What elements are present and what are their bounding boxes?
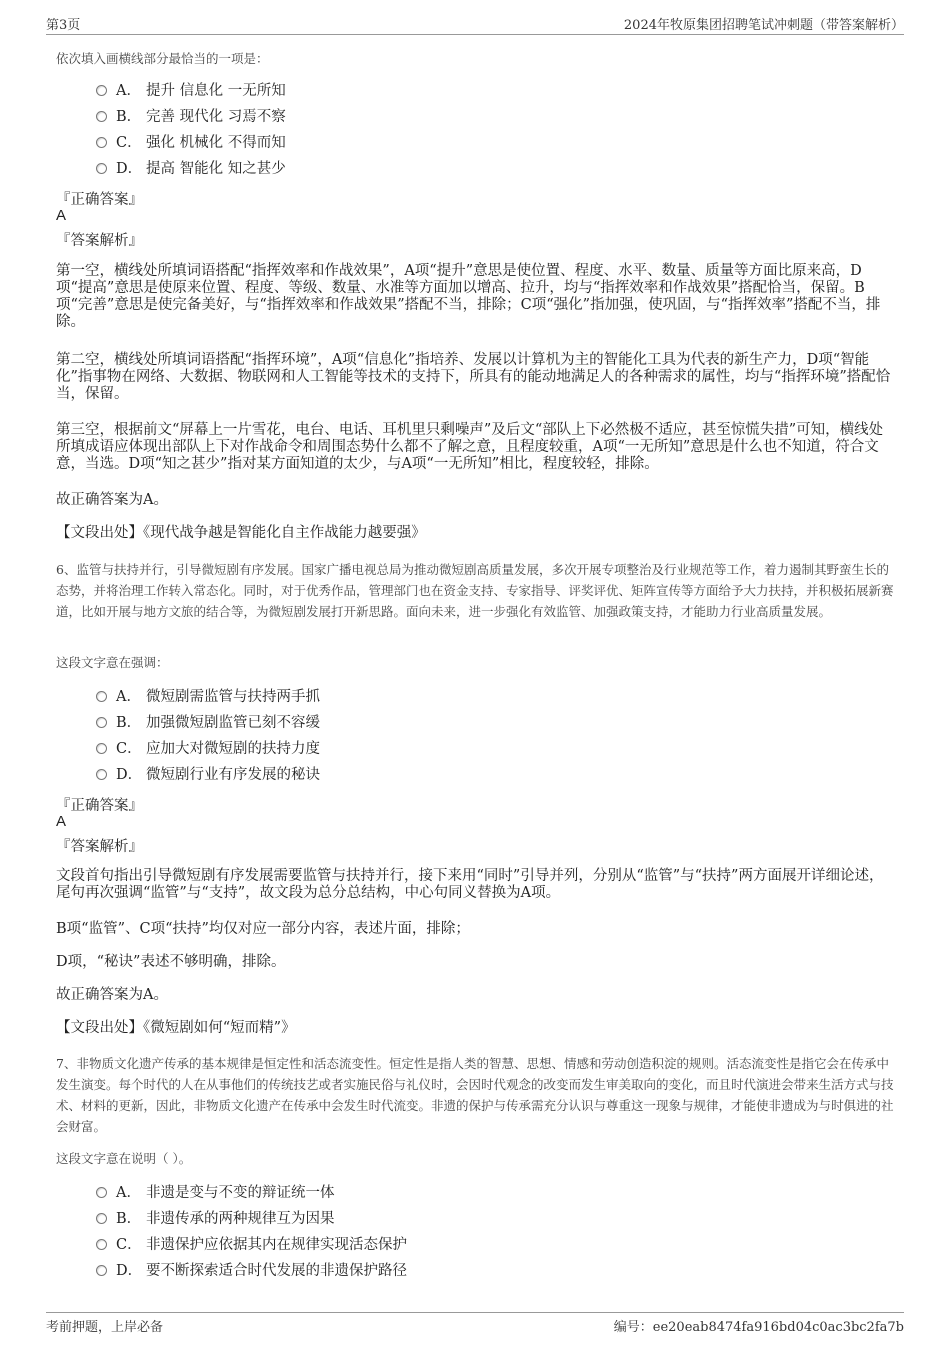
q6-option-d[interactable]: D． 微短剧行业有序发展的秘诀 — [96, 762, 320, 788]
q7-prompt: 这段文字意在说明（ ）。 — [56, 1151, 192, 1166]
q5-analysis-p2: 第二空，横线处所填词语搭配“指挥环境”，A项“信息化”指培养、发展以计算机为主的智能化工具为代表的新生产力，D项“智能化”指事物在网络、大数据、物联网和人工智能等技术的支持下，所具有的能动地满足人的各种需求的属性，均与“指挥环境”搭配恰当，保留。 — [56, 352, 891, 402]
q6-option-b[interactable]: B． 加强微短剧监管已刻不容缓 — [96, 710, 320, 736]
q6-option-a[interactable]: A． 微短剧需监管与扶持两手抓 — [96, 684, 320, 710]
radio-icon[interactable] — [96, 717, 107, 728]
radio-icon[interactable] — [96, 163, 107, 174]
q5-option-c[interactable]: C． 强化 机械化 不得而知 — [96, 130, 286, 156]
radio-icon[interactable] — [96, 691, 107, 702]
q7-passage: 7、非物质文化遗产传承的基本规律是恒定性和活态流变性。恒定性是指人类的智慧、思想、情感和劳动创造积淀的规则。活态流变性是指它会在传承中发生演变。每个时代的人在从事他们的传统技艺或者实施民俗与礼仪时，会因时代观念的改变而发生审美取向的变化，而且时代演进会带来生活方式与技术、材料的更新，因此，非物质文化遗产在传承中会发生时代流变。非遗的保护与传承需充分认识与尊重这一现象与规律，才能使非遗成为与时俱进的社会财富。 — [56, 1056, 894, 1134]
footer-slogan: 考前押题，上岸必备 — [46, 1320, 164, 1335]
radio-icon[interactable] — [96, 137, 107, 148]
q5-analysis-p3: 第三空，根据前文“屏幕上一片雪花，电台、电话、耳机里只剩噪声”及后文“部队上下必然极不适应，甚至惊慌失措”可知，横线处所填成语应体现出部队上下对作战命令和周围态势什么都不了解之意，且程度较重，A项“一无所知”意思是什么也不知道，符合文意，当选。D项“知之甚少”指对某方面知道的太少，与A项“一无所知”相比，程度较轻，排除。 — [56, 422, 884, 472]
q5-option-b[interactable]: B． 完善 现代化 习焉不察 — [96, 104, 286, 130]
q6-source: 【文段出处】《微短剧如何“短而精”》 — [56, 1020, 296, 1036]
q7-option-a[interactable]: A． 非遗是变与不变的辩证统一体 — [96, 1180, 407, 1206]
document-title: 2024年牧原集团招聘笔试冲刺题（带答案解析） — [623, 18, 904, 33]
radio-icon[interactable] — [96, 743, 107, 754]
q6-answer-label: 『正确答案』 — [56, 798, 143, 814]
radio-icon[interactable] — [96, 1239, 107, 1250]
radio-icon[interactable] — [96, 1213, 107, 1224]
radio-icon[interactable] — [96, 1187, 107, 1198]
q5-analysis-label: 『答案解析』 — [56, 233, 143, 249]
q5-source: 【文段出处】《现代战争越是智能化自主作战能力越要强》 — [56, 525, 426, 541]
q7-options — [96, 1180, 407, 1284]
q5-option-a[interactable]: A． 提升 信息化 一无所知 — [96, 78, 286, 104]
q7-option-b[interactable]: B． 非遗传承的两种规律互为因果 — [96, 1206, 407, 1232]
q5-option-d[interactable]: D． 提高 智能化 知之甚少 — [96, 156, 286, 182]
q6-options — [96, 684, 320, 788]
q7-option-d[interactable]: D． 要不断探索适合时代发展的非遗保护路径 — [96, 1258, 407, 1284]
document-code: 编号：ee20eab8474fa916bd04c0ac3bc2fa7b — [613, 1320, 904, 1335]
q5-analysis-p1: 第一空，横线处所填词语搭配“指挥效率和作战效果”，A项“提升”意思是使位置、程度、水平、数量、质量等方面比原来高，D项“提高”意思是使原来位置、程度、等级、数量、水准等方面加以增高、拉升，均与“指挥效率和作战效果”搭配恰当，保留。B项“完善”意思是使完备美好，与“指挥效率和作战效果”搭配不当，排除；C项“强化”指加强，使巩固，与“指挥效率”搭配不当，排除。 — [56, 263, 881, 330]
q5-conclusion: 故正确答案为A。 — [56, 492, 168, 508]
q6-analysis-p1: 文段首句指出引导微短剧有序发展需要监管与扶持并行，接下来用“同时”引导并列，分别从“监管”与“扶持”两方面展开详细论述，尾句再次强调“监管”与“支持”，故文段为总分总结构，中心句同义替换为A项。 — [56, 868, 884, 901]
page-header — [46, 12, 904, 35]
q5-prompt: 依次填入画横线部分最恰当的一项是： — [56, 51, 269, 66]
radio-icon[interactable] — [96, 85, 107, 96]
q7-option-c[interactable]: C． 非遗保护应依据其内在规律实现活态保护 — [96, 1232, 407, 1258]
q6-passage: 6、监管与扶持并行，引导微短剧有序发展。国家广播电视总局为推动微短剧高质量发展，多次开展专项整治及行业规范等工作，着力遏制其野蛮生长的态势，并将治理工作转入常态化。同时，对于优秀作品，管理部门也在资金支持、专家指导、评奖评优、矩阵宣传等方面给予大力扶持，并积极拓展新赛道，比如开展与地方文旅的结合等，为微短剧发展打开新思路。面向未来，进一步强化有效监管、加强政策支持，才能助力行业高质量发展。 — [56, 562, 894, 619]
q5-options — [96, 78, 286, 182]
radio-icon[interactable] — [96, 769, 107, 780]
q5-answer-label: 『正确答案』 — [56, 192, 143, 208]
q6-conclusion: 故正确答案为A。 — [56, 987, 168, 1003]
q6-analysis-label: 『答案解析』 — [56, 839, 143, 855]
q6-prompt: 这段文字意在强调： — [56, 655, 169, 670]
q6-analysis-p2: B项“监管”、C项“扶持”均仅对应一部分内容，表述片面，排除； — [56, 921, 470, 937]
q6-option-c[interactable]: C． 应加大对微短剧的扶持力度 — [96, 736, 320, 762]
page-number: 第3页 — [46, 18, 81, 33]
q5-answer: A — [56, 207, 67, 224]
q6-answer: A — [56, 813, 67, 830]
radio-icon[interactable] — [96, 1265, 107, 1276]
q6-analysis-p3: D项，“秘诀”表述不够明确，排除。 — [56, 954, 286, 970]
page-footer — [46, 1312, 904, 1335]
radio-icon[interactable] — [96, 111, 107, 122]
